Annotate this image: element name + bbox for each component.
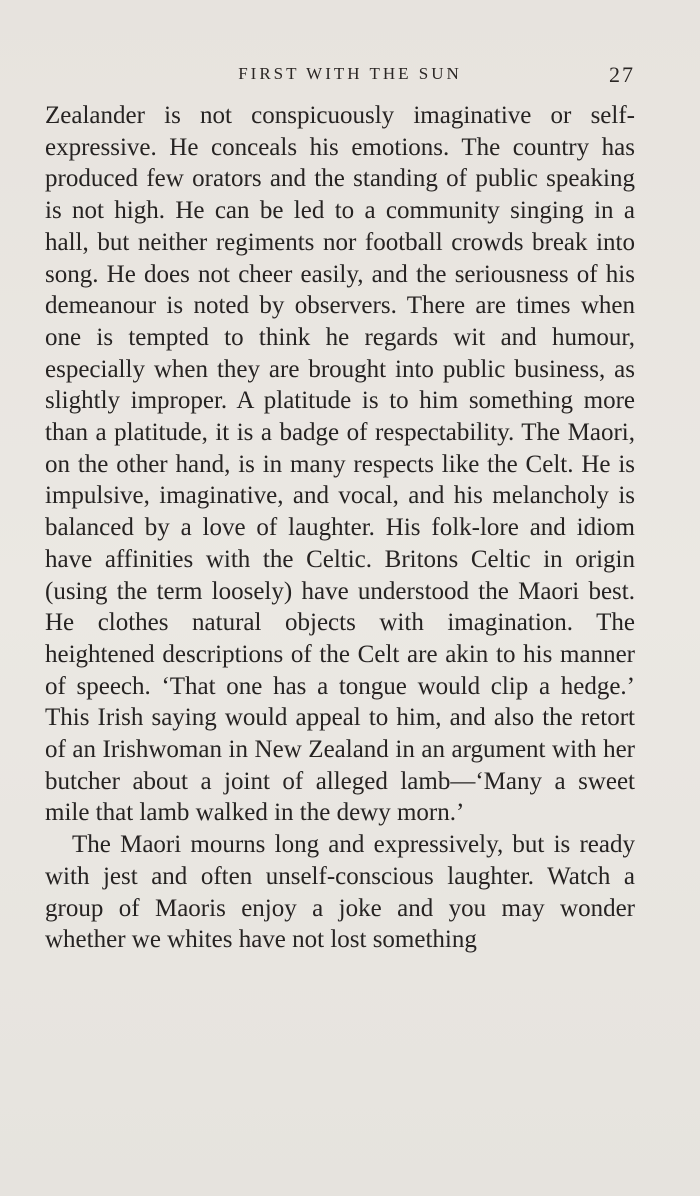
paragraph-2: The Maori mourns long and expressively, but is ready with jest and often unself-conscious laughter. Watch a group of Maoris enjoy a joke and you may wonder whether we whites have not lost something <box>45 831 635 954</box>
body-text <box>45 100 635 956</box>
running-head <box>45 62 635 88</box>
page-number: 27 <box>609 62 635 87</box>
running-title: FIRST WITH THE SUN <box>238 64 462 83</box>
paragraph-1: Zealander is not conspicuously imaginative or self-expressive. He conceals his emotions. The country has produced few orators and the standing of public speaking is not high. He can be led to a community singing in a hall, but neither regiments nor football crowds break into song. He does not cheer easily, and the seriousness of his demeanour is noted by observers. There are times when one is tempted to think he regards wit and humour, especially when they are brought into public business, as slightly improper. A platitude is to him something more than a platitude, it is a badge of respectability. The Maori, on the other hand, is in many respects like the Celt. He is impulsive, imaginative, and vocal, and his melancholy is balanced by a love of laughter. His folk-lore and idiom have affinities with the Celtic. Britons Celtic in origin (using the term loosely) have understood the Maori best. He clothes natural objects with imagination. The heightened descriptions of the Celt are akin to his manner of speech. ‘That one has a tongue would clip a hedge.’ This Irish saying would appeal to him, and also the retort of an Irishwoman in New Zealand in an argument with her butcher about a joint of alleged lamb—‘Many a sweet mile that lamb walked in the dewy morn.’ <box>45 102 635 827</box>
